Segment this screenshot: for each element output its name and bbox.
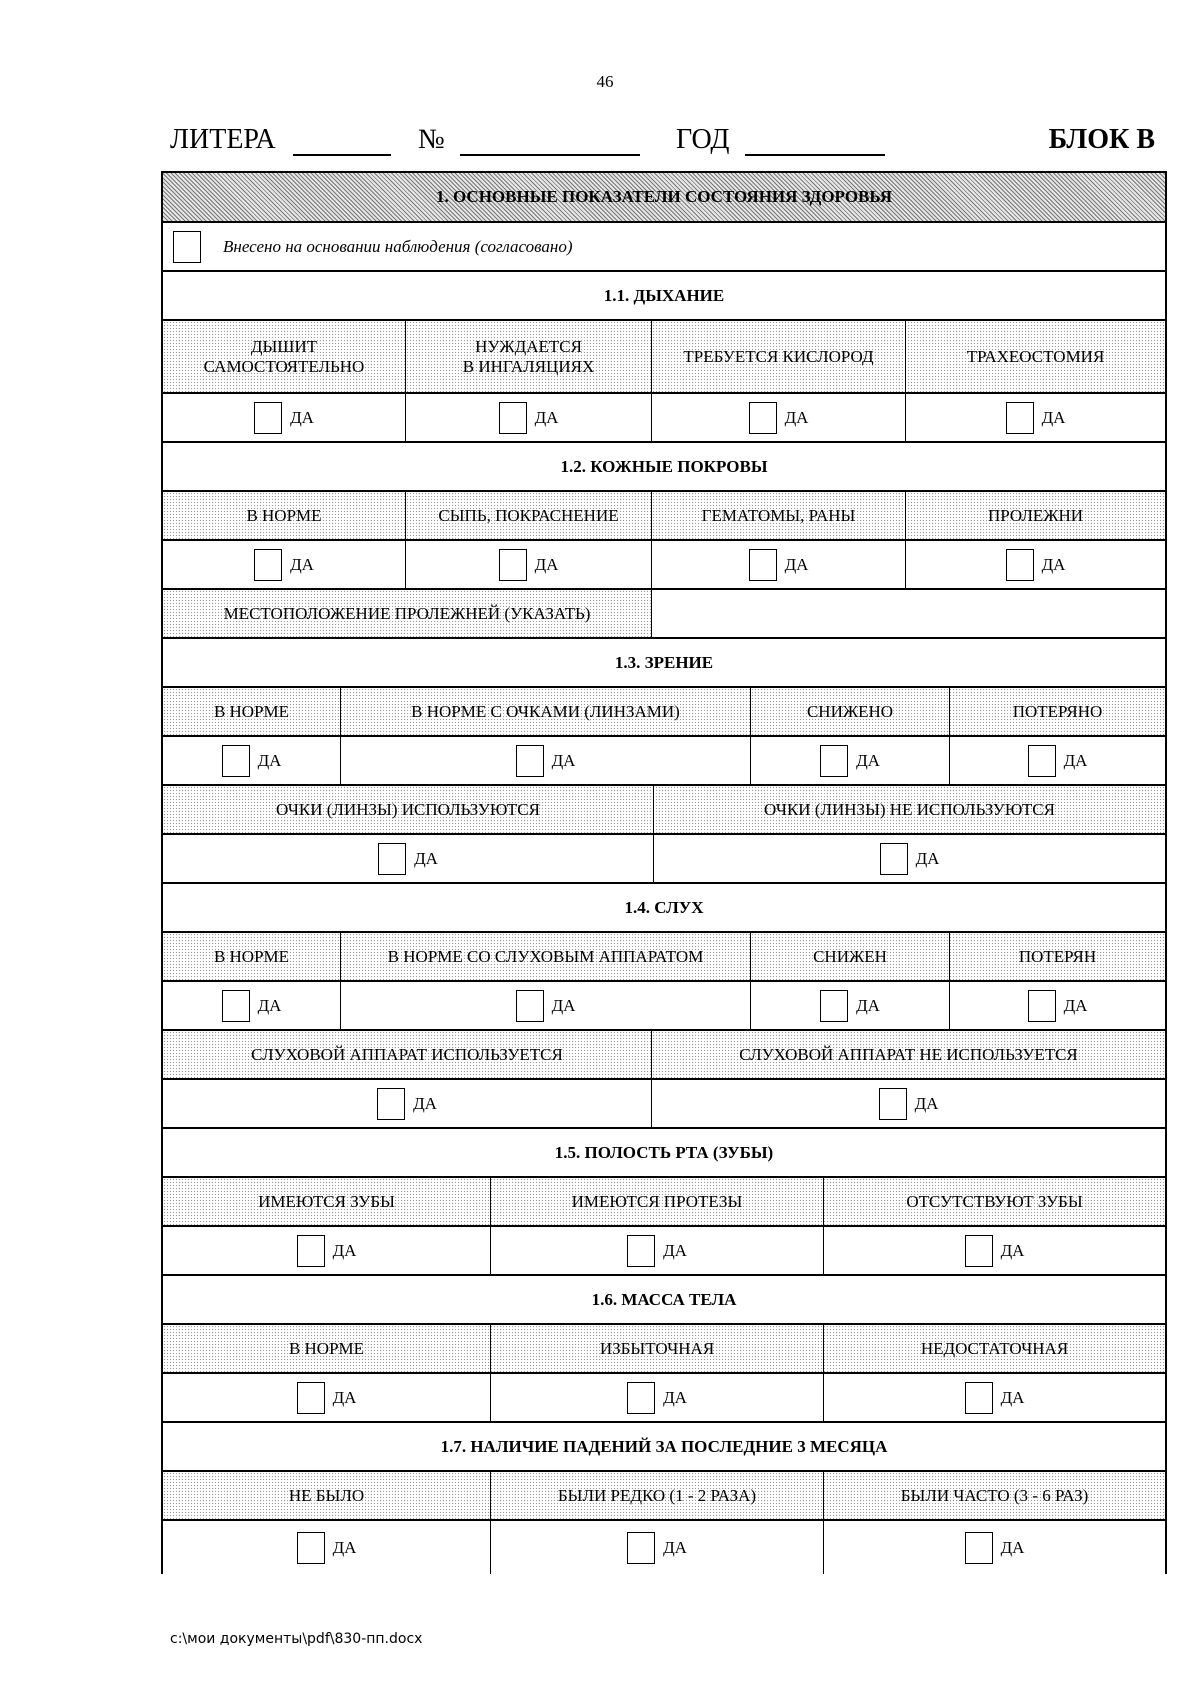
skin-rash-checkbox[interactable] [499,549,527,581]
vision-normal-cell [163,737,341,784]
bedsore-location-row [163,590,1165,639]
hearing-aid-used-cell [163,1080,652,1127]
dentures-label: ИМЕЮТСЯ ПРОТЕЗЫ [491,1178,824,1225]
health-form-table [161,171,1167,1574]
weight-excess-label: ИЗБЫТОЧНАЯ [491,1325,824,1372]
hearing-lost-label: ПОТЕРЯН [1018,946,1097,966]
weight-normal-label: В НОРМЕ [163,1325,491,1372]
skin-bedsores-label: ПРОЛЕЖНИ [987,505,1084,525]
hearing-reduced-label: СНИЖЕН [751,933,950,980]
vision-lost-label: ПОТЕРЯНО [1012,701,1103,721]
observation-note [163,223,1165,270]
teeth-absent-label: ОТСУТСТВУЮТ ЗУБЫ [906,1191,1083,1211]
yes-label: ДА [856,995,880,1015]
falls-none-checkbox[interactable] [297,1532,325,1564]
falls-rare-cell [491,1521,824,1574]
hearing-aid-normal-cell [341,982,751,1029]
weight-title: 1.6. МАССА ТЕЛА [591,1289,737,1309]
teeth-present-label: ИМЕЮТСЯ ЗУБЫ [163,1178,491,1225]
breathing-tracheostomy-checkbox[interactable] [1006,402,1034,434]
yes-label: ДА [290,407,314,427]
mouth-title: 1.5. ПОЛОСТЬ РТА (ЗУБЫ) [554,1142,774,1162]
breathing-self-label-line2: САМОСТОЯТЕЛЬНО [203,356,365,376]
yes-label: ДА [551,750,576,770]
breathing-self-label-line1: ДЫШИТ [250,336,318,356]
page-number: 46 [596,72,614,91]
observation-checkbox[interactable] [173,231,201,263]
falls-frequent-label: БЫЛИ ЧАСТО (3 - 6 РАЗ) [900,1485,1089,1505]
falls-rare-label: БЫЛИ РЕДКО (1 - 2 РАЗА) [491,1472,824,1519]
yes-label: ДА [1041,554,1066,574]
hearing-aid-not-used-label: СЛУХОВОЙ АППАРАТ НЕ ИСПОЛЬЗУЕТСЯ [739,1044,1078,1064]
yes-label: ДА [784,554,809,574]
teeth-absent-checkbox[interactable] [965,1235,993,1267]
skin-title-row [163,443,1165,492]
vision-glasses-cell [341,737,751,784]
vision-glasses-checkbox[interactable] [516,745,544,777]
hearing-normal-label: В НОРМЕ [163,933,341,980]
hearing-aid-not-used-cell [652,1080,1165,1127]
hearing-aid-used-checkbox[interactable] [377,1088,405,1120]
yes-label: ДА [1000,1387,1025,1407]
main-title: 1. ОСНОВНЫЕ ПОКАЗАТЕЛИ СОСТОЯНИЯ ЗДОРОВЬЯ [435,187,892,206]
observation-note-row [163,223,1165,272]
dentures-checkbox[interactable] [627,1235,655,1267]
skin-bedsores-checkbox[interactable] [1006,549,1034,581]
hearing-lost-checkbox[interactable] [1028,990,1056,1022]
yes-label: ДА [332,1387,357,1407]
vision-glasses-label: В НОРМЕ С ОЧКАМИ (ЛИНЗАМИ) [341,688,751,735]
bedsore-location-field[interactable] [652,590,1165,637]
yes-label: ДА [915,848,940,868]
hearing-aid-usage-checks-row [163,1080,1165,1129]
hearing-aid-usage-labels-row [163,1031,1165,1080]
yes-label: ДА [856,750,880,770]
hearing-reduced-cell [751,982,950,1029]
hearing-reduced-checkbox[interactable] [820,990,848,1022]
yes-label: ДА [663,1537,687,1557]
litera-label: ЛИТЕРА [170,124,276,155]
litera-field[interactable] [293,154,391,156]
skin-bedsores-cell [906,541,1165,588]
yes-label: ДА [534,407,559,427]
falls-frequent-cell [824,1521,1165,1574]
form-header [170,124,1155,164]
teeth-present-cell [163,1227,491,1274]
glasses-used-label: ОЧКИ (ЛИНЗЫ) ИСПОЛЬЗУЮТСЯ [163,786,654,833]
yes-label: ДА [663,1240,687,1260]
mouth-checks-row [163,1227,1165,1276]
glasses-used-cell [163,835,654,882]
bedsore-location-label: МЕСТОПОЛОЖЕНИЕ ПРОЛЕЖНЕЙ (УКАЗАТЬ) [163,590,652,637]
yes-label: ДА [1063,995,1088,1015]
falls-none-label: НЕ БЫЛО [163,1472,491,1519]
mouth-labels-row [163,1178,1165,1227]
breathing-tracheostomy-cell [906,394,1165,441]
hearing-normal-cell [163,982,341,1029]
weight-normal-cell [163,1374,491,1421]
yes-label: ДА [1041,407,1066,427]
yes-label: ДА [414,848,438,868]
file-path-footer: c:\мои документы\pdf\830-пп.docx [170,1631,423,1647]
weight-excess-cell [491,1374,824,1421]
vision-lost-checkbox[interactable] [1028,745,1056,777]
vision-reduced-label: СНИЖЕНО [751,688,950,735]
yes-label: ДА [663,1387,687,1407]
skin-wounds-cell [652,541,906,588]
hearing-labels-row [163,933,1165,982]
yes-label: ДА [534,554,559,574]
weight-deficit-checkbox[interactable] [965,1382,993,1414]
falls-frequent-checkbox[interactable] [965,1532,993,1564]
yes-label: ДА [784,407,809,427]
hearing-checks-row [163,982,1165,1031]
falls-title-row [163,1423,1165,1472]
hearing-aid-normal-checkbox[interactable] [516,990,544,1022]
vision-labels-row [163,688,1165,737]
yes-label: ДА [257,750,282,770]
yes-label: ДА [1000,1537,1025,1557]
breathing-oxygen-checkbox[interactable] [749,402,777,434]
skin-normal-cell [163,541,406,588]
glasses-not-used-checkbox[interactable] [880,843,908,875]
year-field[interactable] [745,154,885,156]
glasses-not-used-label: ОЧКИ (ЛИНЗЫ) НЕ ИСПОЛЬЗУЮТСЯ [764,799,1055,819]
year-label: ГОД [676,124,730,155]
observation-note-text: Внесено на основании наблюдения (согласовано) [223,236,573,256]
yes-label: ДА [1063,750,1088,770]
weight-checks-row [163,1374,1165,1423]
vision-normal-label: В НОРМЕ [163,688,341,735]
weight-deficit-label: НЕДОСТАТОЧНАЯ [920,1338,1069,1358]
glasses-usage-checks-row [163,835,1165,884]
weight-normal-checkbox[interactable] [297,1382,325,1414]
vision-normal-checkbox[interactable] [222,745,250,777]
glasses-not-used-cell [654,835,1165,882]
skin-title: 1.2. КОЖНЫЕ ПОКРОВЫ [560,456,768,476]
main-title-row [163,173,1165,223]
breathing-labels-row [163,321,1165,394]
hearing-lost-cell [950,982,1165,1029]
skin-wounds-checkbox[interactable] [749,549,777,581]
glasses-usage-labels-row [163,786,1165,835]
yes-label: ДА [551,995,576,1015]
breathing-self-cell [163,394,406,441]
yes-label: ДА [914,1093,939,1113]
breathing-checks-row [163,394,1165,443]
breathing-inhalation-cell [406,394,652,441]
breathing-inhalation-label-line1: НУЖДАЕТСЯ [475,336,582,356]
vision-reduced-checkbox[interactable] [820,745,848,777]
breathing-oxygen-cell [652,394,906,441]
skin-labels-row [163,492,1165,541]
falls-rare-checkbox[interactable] [627,1532,655,1564]
falls-none-cell [163,1521,491,1574]
breathing-inhalation-label-line2: В ИНГАЛЯЦИЯХ [462,356,595,376]
number-field[interactable] [460,154,640,156]
teeth-present-checkbox[interactable] [297,1235,325,1267]
breathing-self-checkbox[interactable] [254,402,282,434]
yes-label: ДА [290,554,314,574]
vision-reduced-cell [751,737,950,784]
glasses-used-checkbox[interactable] [378,843,406,875]
hearing-aid-normal-label: В НОРМЕ СО СЛУХОВЫМ АППАРАТОМ [341,933,751,980]
skin-checks-row [163,541,1165,590]
breathing-title-row [163,272,1165,321]
yes-label: ДА [332,1537,357,1557]
mouth-title-row [163,1129,1165,1178]
hearing-aid-used-label: СЛУХОВОЙ АППАРАТ ИСПОЛЬЗУЕТСЯ [163,1031,652,1078]
teeth-absent-cell [824,1227,1165,1274]
breathing-self-label [163,321,406,392]
hearing-title: 1.4. СЛУХ [624,897,704,917]
block-label: БЛОК В [1048,124,1155,155]
breathing-title: 1.1. ДЫХАНИЕ [603,285,725,305]
skin-normal-label: В НОРМЕ [163,492,406,539]
vision-lost-cell [950,737,1165,784]
yes-label: ДА [257,995,282,1015]
falls-labels-row [163,1472,1165,1521]
yes-label: ДА [1000,1240,1025,1260]
weight-title-row [163,1276,1165,1325]
yes-label: ДА [332,1240,357,1260]
breathing-inhalation-checkbox[interactable] [499,402,527,434]
breathing-inhalation-label [406,321,652,392]
skin-wounds-label: ГЕМАТОМЫ, РАНЫ [652,492,906,539]
vision-title: 1.3. ЗРЕНИЕ [614,652,714,672]
skin-rash-label: СЫПЬ, ПОКРАСНЕНИЕ [406,492,652,539]
hearing-normal-checkbox[interactable] [222,990,250,1022]
vision-checks-row [163,737,1165,786]
falls-title: 1.7. НАЛИЧИЕ ПАДЕНИЙ ЗА ПОСЛЕДНИЕ 3 МЕСЯЦА [440,1436,888,1456]
falls-checks-row [163,1521,1165,1574]
hearing-aid-not-used-checkbox[interactable] [879,1088,907,1120]
weight-labels-row [163,1325,1165,1374]
skin-rash-cell [406,541,652,588]
breathing-oxygen-label: ТРЕБУЕТСЯ КИСЛОРОД [652,321,906,392]
number-label: № [418,124,445,155]
hearing-title-row [163,884,1165,933]
dentures-cell [491,1227,824,1274]
vision-title-row [163,639,1165,688]
skin-normal-checkbox[interactable] [254,549,282,581]
weight-deficit-cell [824,1374,1165,1421]
yes-label: ДА [413,1093,437,1113]
breathing-tracheostomy-label: ТРАХЕОСТОМИЯ [966,346,1105,366]
weight-excess-checkbox[interactable] [627,1382,655,1414]
